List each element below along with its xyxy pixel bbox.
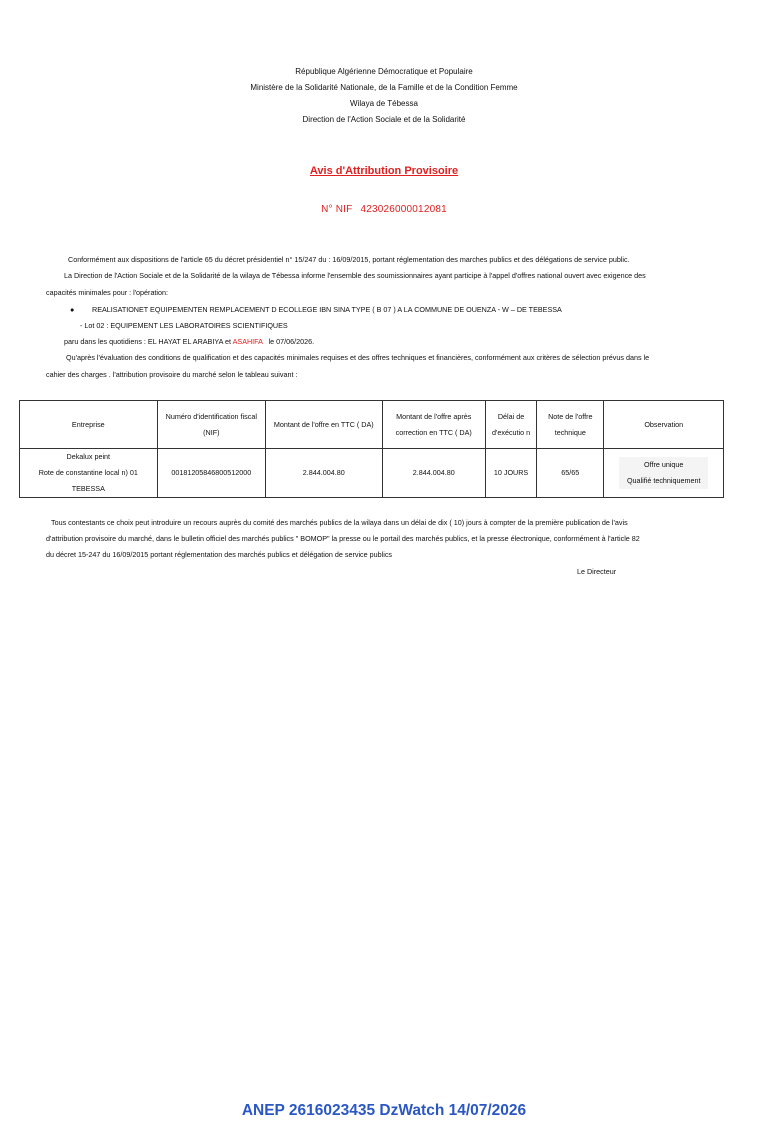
paragraph-evaluation-line2: cahier des charges . l'attribution provisoire du marché selon le tableau suivant : — [46, 370, 298, 379]
header-line-4: Direction de l'Action Sociale et de la Solidarité — [302, 115, 466, 124]
cell-nif: 00181205846800512000 — [157, 449, 265, 498]
header-line-1: République Algérienne Démocratique et Populaire — [295, 67, 473, 76]
lot-item: - Lot 02 : EQUIPEMENT LES LABORATOIRES SCIENTIFIQUES — [80, 321, 288, 330]
cell-delai: 10 JOURS — [485, 449, 536, 498]
cell-observation — [604, 449, 724, 498]
paru-journal: ASAHIFA — [232, 337, 263, 346]
header-line-2: Ministère de la Solidarité Nationale, de la Famille et de la Condition Femme — [250, 83, 518, 92]
paragraph-direction-line1: La Direction de l'Action Sociale et de la Solidarité de la wilaya de Tébessa informe l'ensemble des soumissionnaires ayant participe à l'appel d'offres national ouvert avec exigence des — [64, 271, 646, 280]
operation-item: REALISATIONET EQUIPEMENTEN REMPLACEMENT D ECOLLEGE IBN SINA TYPE ( B 07 ) A LA COMMUNE DE OUENZA - W – DE TEBESSA — [92, 305, 562, 314]
nif-value: 423026000012081 — [360, 204, 447, 215]
header-note: Note de l'offre technique — [537, 401, 604, 449]
paragraph-recours-line2: d'attribution provisoire du marché, dans le bulletin officiel des marchés publics " BOMOP" la presse ou le portail des marchés publics, et la presse électronique, conformément à l'article 82 — [46, 534, 640, 543]
paragraph-direction-line2: capacités minimales pour : l'opération: — [46, 288, 169, 297]
entreprise-name: Dekalux peint — [66, 452, 111, 461]
paragraph-decree: Conformément aux dispositions de l'article 65 du décret présidentiel n° 15/247 du : 16/09/2015, portant réglementation des marches publics et des délégations de service public. — [68, 255, 630, 264]
observation-line-2: Qualifié techniquement — [626, 476, 701, 485]
header-observation: Observation — [604, 401, 724, 449]
header-montant: Montant de l'offre en TTC ( DA) — [266, 401, 382, 449]
header-montant-correction: Montant de l'offre après correction en TTC ( DA) — [382, 401, 485, 449]
cell-montant: 2.844.004.80 — [266, 449, 382, 498]
paru-line — [64, 334, 314, 350]
entreprise-city: TEBESSA — [71, 484, 105, 493]
paru-prefix: paru dans les quotidiens : EL HAYAT EL ARABIYA et — [64, 337, 231, 346]
cell-note: 65/65 — [537, 449, 604, 498]
bullet-icon: ● — [70, 305, 75, 314]
signature: Le Directeur — [577, 567, 617, 576]
paru-suffix: le 07/06/2026. — [268, 337, 315, 346]
nif-line — [0, 204, 768, 215]
paragraph-evaluation-line1: Qu'après l'évaluation des conditions de qualification et des capacités minimales requises et des offres techniques et financières, conformément aux critères de sélection prévus dans le — [66, 353, 650, 362]
table-row — [20, 449, 724, 498]
footer-reference: ANEP 2616023435 DzWatch 14/07/2026 — [241, 1102, 527, 1119]
header-delai: Délai de d'exécutio n — [485, 401, 536, 449]
observation-line-1: Offre unique — [644, 460, 684, 469]
paragraph-recours-line1: Tous contestants ce choix peut introduire un recours auprès du comité des marchés publics de la wilaya dans un délai de dix ( 10) jours à compter de la première publication de l'avis — [51, 518, 628, 527]
header-entreprise: Entreprise — [20, 401, 158, 449]
observation-box — [619, 457, 709, 489]
entreprise-address: Rote de constantine local n) 01 — [38, 468, 138, 477]
header-line-3: Wilaya de Tébessa — [350, 99, 418, 108]
attribution-table — [19, 400, 724, 498]
table-header-row — [20, 401, 724, 449]
cell-entreprise — [20, 449, 158, 498]
nif-label: N° NIF — [321, 204, 353, 215]
cell-montant-correction: 2.844.004.80 — [382, 449, 485, 498]
paragraph-recours-line3: du décret 15-247 du 16/09/2015 portant réglementation des marchés publics et délégation de service publics — [46, 550, 393, 559]
header-nif: Numéro d'identification fiscal (NIF) — [157, 401, 265, 449]
document-title: Avis d'Attribution Provisoire — [309, 165, 459, 177]
